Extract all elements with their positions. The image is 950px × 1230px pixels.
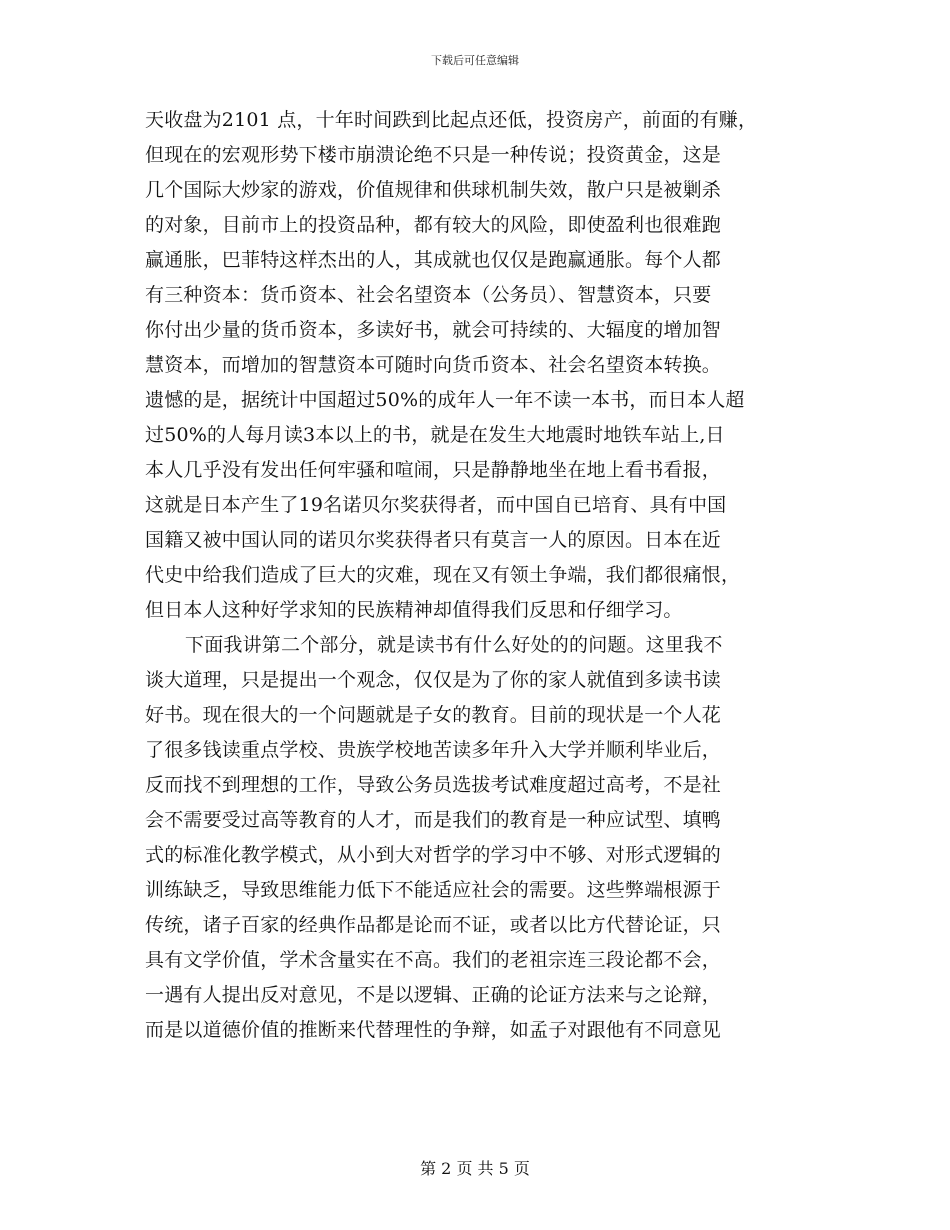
text-line: 赢通胀，巴菲特这样杰出的人，其成就也仅仅是跑赢通胀。每个人都 xyxy=(145,249,722,271)
text-line: 反而找不到理想的工作，导致公务员选拔考试难度超过高考，不是社 xyxy=(145,774,722,796)
document-body xyxy=(145,103,845,1048)
text-line: 具有文学价值，学术含量实在不高。我们的老祖宗连三段论都不会， xyxy=(145,949,722,971)
text-line: 代史中给我们造成了巨大的灾难，现在又有领土争端，我们都很痛恨， xyxy=(145,564,741,586)
text-line: 了很多钱读重点学校、贵族学校地苦读多年升入大学并顺利毕业后， xyxy=(145,739,722,761)
text-line: 这就是日本产生了19名诺贝尔奖获得者，而中国自已培育、具有中国 xyxy=(145,494,727,516)
text-line: 谈大道理，只是提出一个观念，仅仅是为了你的家人就值到多读书读 xyxy=(145,669,722,691)
paragraph-start-line: 下面我讲第二个部分，就是读书有什么好处的的问题。这里我不 xyxy=(185,634,723,656)
text-line: 训练缺乏，导致思维能力低下不能适应社会的需要。这些弊端根源于 xyxy=(145,879,722,901)
text-line: 会不需要受过高等教育的人才，而是我们的教育是一种应试型、填鸭 xyxy=(145,809,722,831)
text-line: 好书。现在很大的一个问题就是子女的教育。目前的现状是一个人花 xyxy=(145,704,722,726)
text-line: 式的标准化教学模式，从小到大对哲学的学习中不够、对形式逻辑的 xyxy=(145,844,722,866)
text-line: 但日本人这种好学求知的民族精神却值得我们反思和仔细学习。 xyxy=(145,599,683,621)
text-line: 遗憾的是，据统计中国超过50%的成年人一年不读一本书，而日本人超 xyxy=(145,389,745,411)
text-line: 但现在的宏观形势下楼市崩溃论绝不只是一种传说；投资黄金，这是 xyxy=(145,144,722,166)
text-line: 天收盘为2101 点，十年时间跌到比起点还低，投资房产，前面的有赚， xyxy=(145,109,758,131)
page-header: 下载后可任意编辑 xyxy=(431,54,519,67)
page-footer: 第 2 页 共 5 页 xyxy=(420,1159,530,1178)
text-line: 国籍又被中国认同的诺贝尔奖获得者只有莫言一人的原因。日本在近 xyxy=(145,529,722,551)
text-line: 过50%的人每月读3本以上的书，就是在发生大地震时地铁车站上,日 xyxy=(145,424,725,446)
text-line: 慧资本，而增加的智慧资本可随时向货币资本、社会名望资本转换。 xyxy=(145,354,722,376)
text-line: 几个国际大炒家的游戏，价值规律和供球机制失效，散户只是被剿杀 xyxy=(145,179,722,201)
text-line: 而是以道德价值的推断来代替理性的争辩，如孟子对跟他有不同意见 xyxy=(145,1019,722,1041)
text-line: 传统，诸子百家的经典作品都是论而不证，或者以比方代替论证，只 xyxy=(145,914,722,936)
text-line: 一遇有人提出反对意见，不是以逻辑、正确的论证方法来与之论辩， xyxy=(145,984,722,1006)
text-line: 你付出少量的货币资本，多读好书，就会可持续的、大辐度的增加智 xyxy=(145,319,722,341)
text-line: 有三种资本：货币资本、社会名望资本（公务员）、智慧资本，只要 xyxy=(145,284,712,306)
text-line: 的对象，目前市上的投资品种，都有较大的风险，即使盈利也很难跑 xyxy=(145,214,722,236)
text-line: 本人几乎没有发出任何牢骚和喧闹，只是静静地坐在地上看书看报， xyxy=(145,459,722,481)
